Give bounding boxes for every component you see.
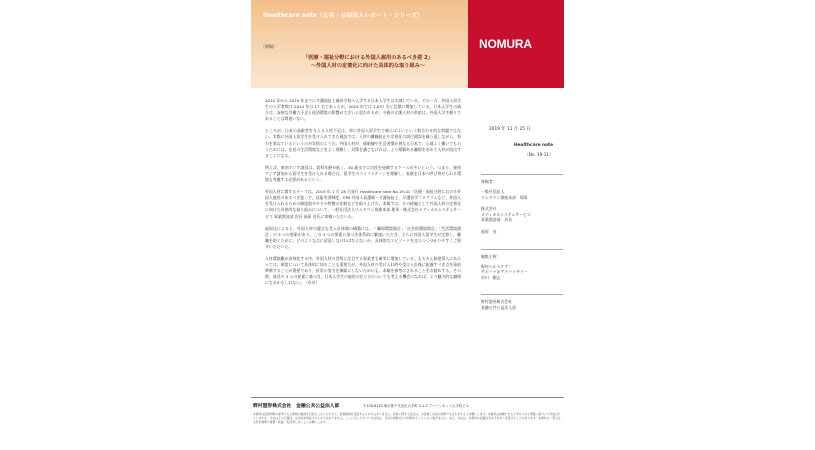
sidebar (481, 126, 563, 311)
contribution-label: （寄稿） (261, 44, 277, 49)
paragraph-2: ところが、日本の高齢者を支える人材不足は、単に外国人留学生で補えばよいという数合わせ的な問題ではない。実際に外国人留学生を受け入れてきた施設では、人材の離職防止や定着化の試行錯誤を繰り返しながら、努力を重ねているというのが実情のようだ。外国人材が、価値観や生活習慣が異なる日本で、心地よく働いてもらうためには、住居の生活環境などをよく理解し、対策を講じなければ、より理解ある職場を求めて人材が流出することになる。 (265, 128, 461, 158)
contributor-name: 福原 亮 (481, 228, 497, 234)
editor-label: 編集主幹： (481, 253, 501, 259)
issue-number: （No. 19-11） (524, 152, 553, 157)
contributor-line: ワムタウン推進本部 理事 (481, 194, 528, 200)
sidebar-divider (481, 294, 563, 295)
report-page (251, 0, 564, 450)
title-line-1: 「医療・福祉分野における外国人雇用のあるべき姿 2」 (303, 55, 433, 61)
contributor-label: 寄稿者： (481, 179, 497, 184)
editor-line: サポート＆アドバイザリー (481, 269, 528, 275)
series-name: Healthcare note (514, 143, 553, 148)
disclaimer-text: 本資料は投資判断の参考となる情報の提供を目的としたものであり、投資勧誘を意図するものではありません。投資に関する決定は、お客様ご自身の判断でなされますようお願いします。本資料は信頼できると考えられる情報に基づいて作成されていますが、当社はその正確性、完全性を保証するものではありません。ここに示したすべての内容は、当社の現時点での判断を示しているに過ぎません。また、当社は、本資料の記載内容を予告なく変更することがあります。本資料の一部又は全部を無断で複製・転載・転送等しないようお願いします。 (253, 412, 561, 425)
sidebar-divider (481, 249, 563, 250)
series-title: Healthcare note（公共・公益法人レポート・シリーズ） (263, 13, 423, 19)
editor-line: 野村ヘルスケア・ (481, 263, 513, 269)
footer-divider (251, 397, 564, 398)
contributor-line: メディカルシステムサービス (481, 211, 531, 217)
footer-company: 野村證券株式会社 金融公共公益法人部 (253, 404, 340, 409)
contributor-line: 事業開発部 次長 (481, 217, 513, 223)
contributor-line: 一般社団法人 (481, 189, 505, 194)
company-line: 野村證券株式会社 (481, 299, 513, 305)
paragraph-5: 福原氏によると、外国人材の健全な受入れ体制の構築には、「職場環境満足」「社会的環境満足」「生活環境満足」の 3 つの要素があり、この 3 つの要素に基づき体系的に解説いただき、さらに外国人留学生が定着し、離職を防ぐために、どのような点に留意しなければならないか、具体的なエピソードを交えつつ分かりやすくご紹介いただいた。 (265, 225, 461, 249)
article-body (265, 98, 461, 292)
footer-address: 〒100-8130 東京都千代田区大手町 2-2-2 アーバンネット大手町ビル (363, 404, 470, 408)
editor-name: 市川 剛志 (481, 274, 501, 280)
paragraph-4: 外国人材に関するテーマは、2019 年 1 月 28 日発行 Healthcare note No.19-01「医療・福祉分野における外国人雇用のあるべき姿」で、技能実習制度、EPA 外国人看護師・介護福祉士、介護留学プログラムなど、外国人を受け入れるための制度紹介やその特徴の比較などを取り上げた。本稿では、その続編として外国人材の定着化に向けた具体的な取り組みについて、一般社団法人ワムタウン推進本部 理事・株式会社メディカルシステムサービス 事業開発部 次長 福原 亮氏に寄稿いただいた。 (265, 189, 461, 219)
nomura-logo: NOMURA (479, 37, 532, 51)
brand-box (468, 0, 564, 88)
sidebar-divider (481, 174, 563, 175)
paragraph-3: 例えば、東南アジア諸国は、給料年齢が低く、30 歳までに出産を経験するケースが多いという。つまり、東南アジア諸国から留学生を受け入れる場合は、留学生のライフステージを理解し、家族を日本へ呼び寄せられる環境も考慮する必要があるという。 (265, 164, 461, 183)
paragraph-1: 2014 年から 2019 年までに介護福祉士養成学校へ入学する日本人学生は半減している。その一方、外国人留学生の入学者数は 2014 年は 17 名であったが、2019 年では 2,037 名と急激に増加している。日本人学生の減少は、深刻な労働力不足と経済環境の影響が大きいと思われるが、今後の介護人材の供給は、外国人学生頼りであることは間違いない。 (265, 98, 461, 122)
company-line: 金融公共公益法人部 (481, 304, 517, 310)
title-line-2: ～外国人材の定着化に向けた具体的な取り組み～ (310, 63, 426, 69)
contributor-line: 株式会社 (481, 206, 497, 212)
paragraph-6: 人材環境難が深刻化する中、外国人材の登用に注目する事業者も確実に増加している。もちろん制度導入にあたっては、制度について具体的に知ることも重要だが、外国人材の受け入れ時や受け入れ後に配慮すべき点を事前準備することが重要であり、折角の努力を無駄にしないためにも、本稿を参考にされることをお勧めする。その際、前述の 3 つの要素に基づき、日本人学生の雇用の在り方についても考える機会になれば、より魅力的な職場になるかもしれない。（市川） (265, 255, 461, 286)
publish-date: 2019 年 11 月 25 日 (489, 127, 531, 132)
page-title (273, 54, 463, 70)
header-band (251, 0, 468, 88)
